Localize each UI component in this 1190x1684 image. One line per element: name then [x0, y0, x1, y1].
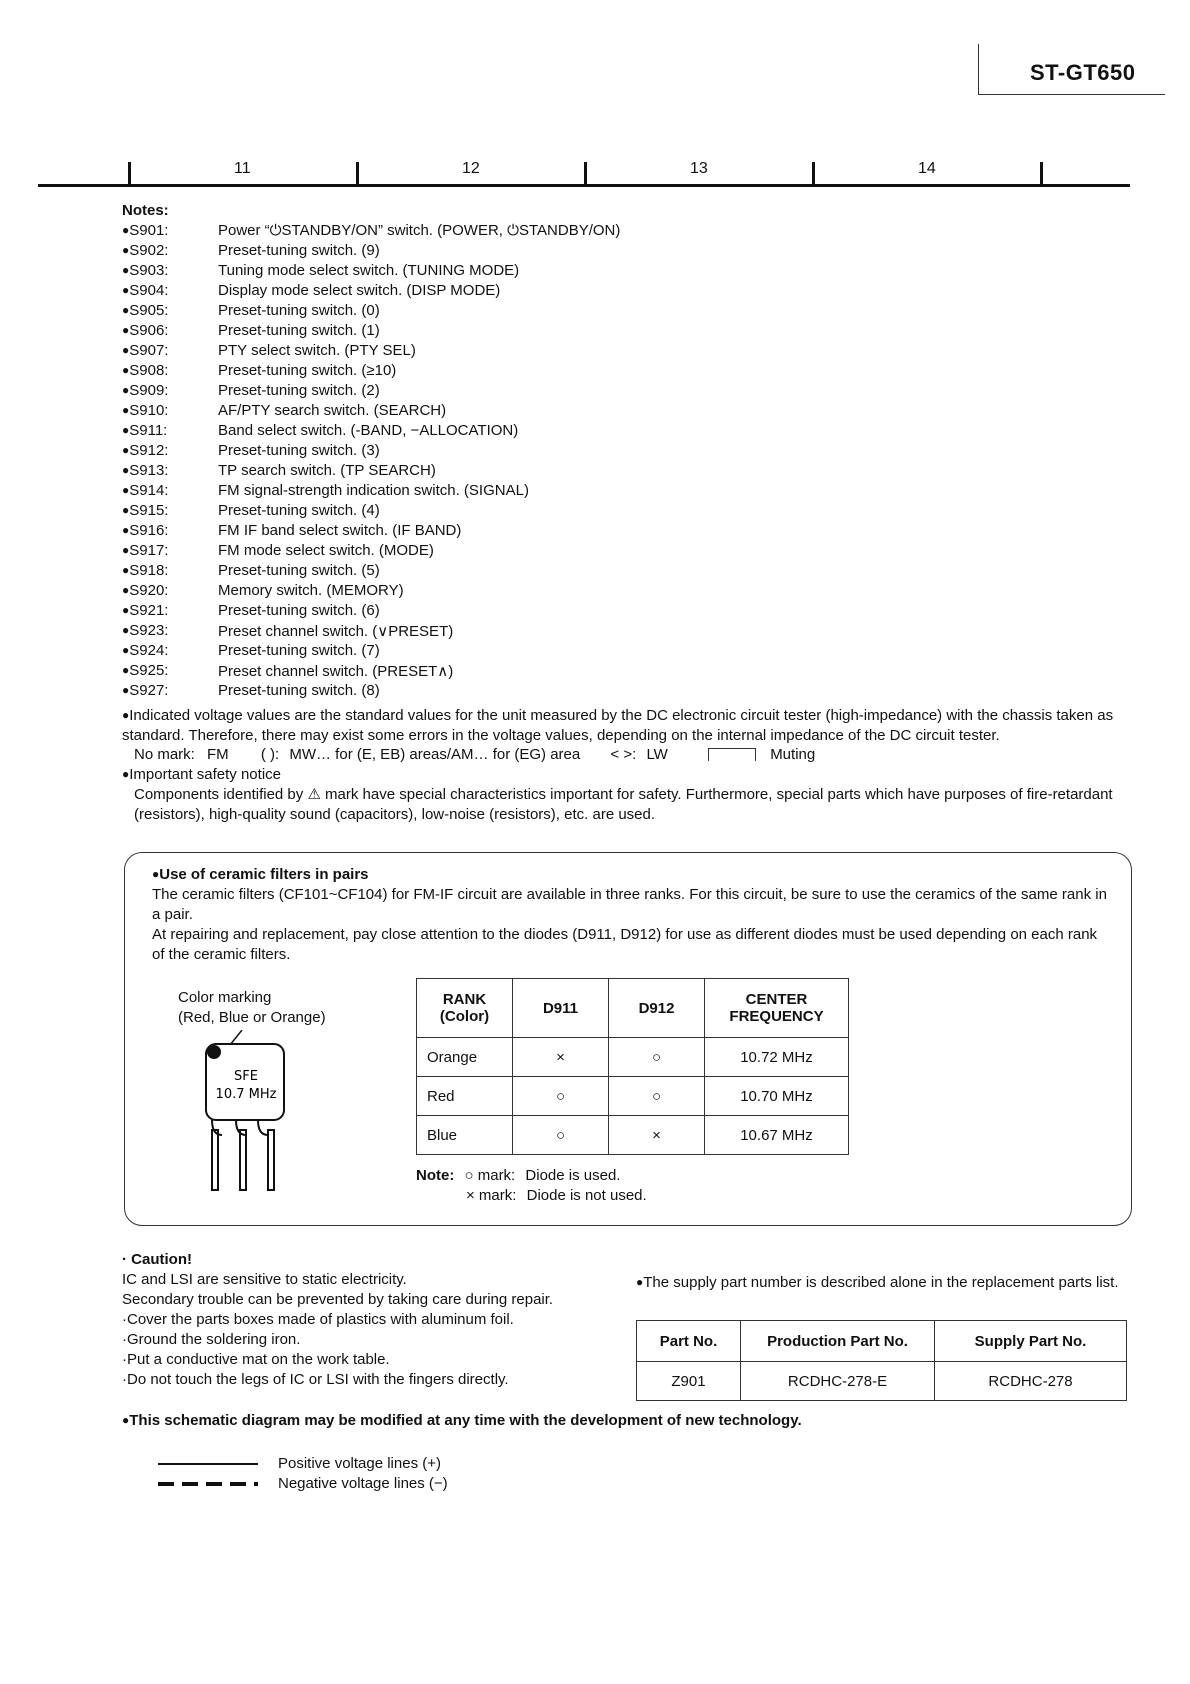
note-id-text: S923: [129, 622, 169, 639]
bullet-icon: ● [122, 403, 130, 417]
bullet-icon: ● [122, 423, 130, 437]
note-description: Preset-tuning switch. (2) [218, 382, 380, 399]
bullet-icon: ● [122, 263, 130, 277]
note-switch-id [122, 342, 218, 362]
note-item [122, 302, 620, 322]
d912-cell: ○ [609, 1038, 705, 1077]
header-d912: D912 [609, 979, 705, 1038]
note-id-text: S920: [129, 582, 169, 599]
table-row [417, 1116, 849, 1155]
bullet-icon: ● [122, 463, 130, 477]
note-description: PTY select switch. (PTY SEL) [218, 342, 416, 359]
note-description: Preset channel switch. (PRESET∧) [218, 663, 454, 680]
note-item [122, 682, 620, 702]
part-no-cell: Z901 [637, 1362, 741, 1401]
bullet-icon: ● [122, 1413, 130, 1427]
ceramic-paragraph-2: At repairing and replacement, pay close attention to the diodes (D911, D912) for use as different diodes must be used depending on each rank of the ceramic filters. [152, 926, 1098, 963]
fm-label: FM [207, 746, 229, 763]
solid-line-icon [158, 1459, 258, 1469]
parts-table [636, 1320, 1127, 1401]
supply-note [636, 1272, 1126, 1293]
color-marking-line-1: Color marking [178, 989, 272, 1006]
bullet-icon: ● [122, 483, 130, 497]
note-id-text: S909: [129, 382, 169, 399]
note-description: Preset-tuning switch. (≥10) [218, 362, 397, 379]
positive-lines-label: Positive voltage lines (+) [278, 1455, 441, 1472]
safety-text: Components identified by ⚠ mark have special characteristics important for safety. Furthermore, special parts which have purposes of fire-retardant (resistors), high-quality sound (capacitors), low-noise (resistors), etc. are used. [134, 786, 1113, 823]
caution-line-1: IC and LSI are sensitive to static electricity. [122, 1271, 407, 1288]
note-switch-id [122, 282, 218, 302]
note-item [122, 642, 620, 662]
caution-item: Cover the parts boxes made of plastics with aluminum foil. [127, 1311, 514, 1328]
note-description: Preset channel switch. (∨PRESET) [218, 623, 454, 640]
note-description: Memory switch. (MEMORY) [218, 582, 404, 599]
note-item [122, 582, 620, 602]
note-id-text: S907: [129, 342, 169, 359]
note-id-text: S918: [129, 562, 169, 579]
note-id-text: S903: [129, 262, 169, 279]
bullet-icon: ● [636, 1275, 644, 1289]
voltage-legend [134, 746, 815, 763]
schematic-note-text: This schematic diagram may be modified at any time with the development of new technology. [129, 1412, 802, 1429]
rank-cell: Red [417, 1077, 513, 1116]
diode-note [416, 1166, 647, 1206]
note-switch-id [122, 522, 218, 542]
table-row [637, 1362, 1127, 1401]
note-unused-mark: × mark: [466, 1187, 517, 1204]
note-item [122, 622, 620, 642]
d911-cell: ○ [513, 1077, 609, 1116]
paren-mark: ( ): [260, 746, 280, 763]
bullet-icon: ● [122, 363, 130, 377]
safety-heading: Important safety notice [129, 766, 281, 783]
note-switch-id [122, 402, 218, 422]
note-id-text: S927: [129, 682, 169, 699]
note-switch-id [122, 382, 218, 402]
voltage-text: Indicated voltage values are the standard values for the unit measured by the DC electronic circuit tester (high-impedance) with the chassis taken as standard. Therefore, there may exist some errors in the voltage values, depending on the internal impedance of the DC circuit tester. [122, 707, 1114, 744]
note-switch-id [122, 222, 218, 242]
bullet-icon: ● [122, 563, 130, 577]
caution-heading: Caution! [131, 1251, 192, 1268]
bullet-icon: ● [122, 443, 130, 457]
note-id-text: S913: [129, 462, 169, 479]
ruler-tick [1040, 162, 1043, 186]
header-d911: D911 [513, 979, 609, 1038]
bullet-icon: ● [122, 708, 130, 722]
caution-item: Do not touch the legs of IC or LSI with the fingers directly. [127, 1371, 509, 1388]
note-switch-id [122, 322, 218, 342]
bullet-icon: ● [122, 683, 130, 697]
note-id-text: S917: [129, 542, 169, 559]
ruler-tick [128, 162, 131, 186]
d911-cell: ○ [513, 1116, 609, 1155]
lw-mark: < >: [610, 746, 637, 763]
note-item [122, 382, 620, 402]
note-label: Note: [416, 1167, 455, 1184]
note-description: Preset-tuning switch. (6) [218, 602, 380, 619]
caution-item: Put a conductive mat on the work table. [127, 1351, 390, 1368]
note-switch-id [122, 662, 218, 682]
bullet-icon: ● [122, 503, 130, 517]
bullet-icon: ● [122, 623, 130, 637]
note-id-text: S916: [129, 522, 169, 539]
rank-cell: Orange [417, 1038, 513, 1077]
dashed-line-icon [158, 1479, 258, 1489]
note-id-text: S904: [129, 282, 169, 299]
note-description: Preset-tuning switch. (5) [218, 562, 380, 579]
bullet-icon: ● [122, 603, 130, 617]
d912-cell: × [609, 1116, 705, 1155]
caution-item: Ground the soldering iron. [127, 1331, 301, 1348]
header-supply-part-no: Supply Part No. [935, 1321, 1127, 1362]
d912-cell: ○ [609, 1077, 705, 1116]
header-production-part-no: Production Part No. [741, 1321, 935, 1362]
ruler-label: 12 [462, 160, 480, 177]
frequency-cell: 10.72 MHz [705, 1038, 849, 1077]
note-id-text: S906: [129, 322, 169, 339]
note-description: FM signal-strength indication switch. (SIGNAL) [218, 482, 529, 499]
ruler-label: 11 [234, 160, 251, 177]
note-item [122, 522, 620, 542]
table-row [417, 1077, 849, 1116]
note-used-text: Diode is used. [525, 1167, 621, 1184]
ruler-label: 13 [690, 160, 708, 177]
note-description: FM IF band select switch. (IF BAND) [218, 522, 462, 539]
note-switch-id [122, 642, 218, 662]
note-id-text: S921: [129, 602, 169, 619]
no-mark-label: No mark: [134, 746, 195, 763]
note-id-text: S908: [129, 362, 169, 379]
supply-text: The supply part number is described alone in the replacement parts list. [643, 1274, 1119, 1291]
frequency-cell: 10.67 MHz [705, 1116, 849, 1155]
note-switch-id [122, 622, 218, 642]
note-switch-id [122, 462, 218, 482]
note-switch-id [122, 442, 218, 462]
note-item [122, 282, 620, 302]
d911-cell: × [513, 1038, 609, 1077]
ruler-tick [812, 162, 815, 186]
bullet-icon: ● [122, 323, 130, 337]
note-switch-id [122, 542, 218, 562]
note-switch-id [122, 242, 218, 262]
note-item [122, 222, 620, 242]
note-id-text: S914: [129, 482, 169, 499]
bullet-icon: ● [122, 243, 130, 257]
note-switch-id [122, 362, 218, 382]
note-item [122, 242, 620, 262]
note-switch-id [122, 562, 218, 582]
note-id-text: S905: [129, 302, 169, 319]
caution-line-2: Secondary trouble can be prevented by taking care during repair. [122, 1291, 554, 1308]
header-part-no: Part No. [637, 1321, 741, 1362]
note-unused-text: Diode is not used. [526, 1187, 647, 1204]
note-item [122, 482, 620, 502]
note-description: TP search switch. (TP SEARCH) [218, 462, 436, 479]
note-item [122, 342, 620, 362]
note-id-text: S915: [129, 502, 169, 519]
note-switch-id [122, 682, 218, 702]
lines-legend [158, 1454, 448, 1494]
note-item [122, 322, 620, 342]
parts-table-header [637, 1321, 1127, 1362]
bullet-icon: ● [122, 283, 130, 297]
ruler-line [38, 184, 1130, 187]
filter-label-2: 10.7 MHz [215, 1087, 277, 1102]
color-marking-label [178, 988, 326, 1028]
note-description: Preset-tuning switch. (1) [218, 322, 380, 339]
note-switch-id [122, 502, 218, 522]
note-id-text: S901: [129, 222, 169, 239]
mw-label: MW… for (E, EB) areas/AM… for (EG) area [289, 746, 581, 763]
bullet-icon: ● [122, 663, 130, 677]
note-item [122, 422, 620, 442]
note-id-text: S911: [129, 422, 168, 439]
note-description: Tuning mode select switch. (TUNING MODE) [218, 262, 520, 279]
table-row [417, 1038, 849, 1077]
ceramic-filter-icon [200, 1030, 300, 1200]
note-switch-id [122, 302, 218, 322]
note-description: Preset-tuning switch. (9) [218, 242, 380, 259]
note-description: Preset-tuning switch. (3) [218, 442, 380, 459]
note-item [122, 402, 620, 422]
note-id-text: S912: [129, 442, 169, 459]
note-item [122, 562, 620, 582]
safety-notice [122, 764, 1132, 825]
color-marking-line-2: (Red, Blue or Orange) [178, 1009, 326, 1026]
notes-section [122, 202, 620, 702]
filter-label-1: SFE [234, 1069, 258, 1084]
ruler-label: 14 [918, 160, 936, 177]
note-item [122, 542, 620, 562]
bullet-icon: ● [122, 767, 130, 781]
bullet-icon: ● [122, 583, 130, 597]
voltage-note [122, 705, 1132, 746]
notes-list [122, 222, 620, 702]
note-switch-id [122, 262, 218, 282]
note-id-text: S924: [129, 642, 169, 659]
bullet-icon: ● [122, 223, 130, 237]
note-description: Preset-tuning switch. (7) [218, 642, 380, 659]
ceramic-heading: Use of ceramic filters in pairs [159, 866, 369, 883]
note-id-text: S925: [129, 662, 169, 679]
supply-part-cell: RCDHC-278 [935, 1362, 1127, 1401]
note-item [122, 502, 620, 522]
frequency-cell: 10.70 MHz [705, 1077, 849, 1116]
bullet-icon: ● [122, 643, 130, 657]
note-item [122, 602, 620, 622]
note-item [122, 662, 620, 682]
notes-heading: Notes: [122, 202, 169, 219]
note-id-text: S902: [129, 242, 169, 259]
rank-table [416, 978, 849, 1155]
note-item [122, 462, 620, 482]
note-description: Display mode select switch. (DISP MODE) [218, 282, 501, 299]
header-rank: RANK (Color) [417, 979, 513, 1038]
note-id-text: S910: [129, 402, 169, 419]
caution-section: · Caution! IC and LSI are sensitive to static electricity. Secondary trouble can be prevented by taking care during repair. ·Cover the parts boxes made of plastics with aluminum foil. ·Ground the soldering iron. ·Put a conductive mat on the work table. ·Do not touch the legs of IC or LSI with the fingers directly. [122, 1251, 554, 1388]
grid-ruler [38, 148, 1130, 188]
bullet-icon: ● [152, 867, 160, 881]
note-description: FM mode select switch. (MODE) [218, 542, 434, 559]
note-switch-id [122, 582, 218, 602]
rank-table-header [417, 979, 849, 1038]
ruler-tick [584, 162, 587, 186]
schematic-note [122, 1412, 802, 1429]
ruler-tick [356, 162, 359, 186]
note-item [122, 262, 620, 282]
bullet-icon: ● [122, 343, 130, 357]
muting-box-icon [708, 748, 756, 761]
ceramic-filter-text [152, 864, 1112, 965]
note-description: Preset-tuning switch. (0) [218, 302, 380, 319]
note-item [122, 362, 620, 382]
note-description: Preset-tuning switch. (4) [218, 502, 380, 519]
model-title: ST-GT650 [1030, 60, 1136, 85]
rank-cell: Blue [417, 1116, 513, 1155]
note-item [122, 442, 620, 462]
note-used-mark: ○ mark: [464, 1167, 516, 1184]
production-part-cell: RCDHC-278-E [741, 1362, 935, 1401]
note-description: Band select switch. (-BAND, −ALLOCATION) [218, 422, 519, 439]
bullet-icon: ● [122, 303, 130, 317]
note-switch-id [122, 482, 218, 502]
note-switch-id [122, 422, 218, 442]
ceramic-paragraph-1: The ceramic filters (CF101~CF104) for FM-IF circuit are available in three ranks. For this circuit, be sure to use the ceramics of the same rank in a pair. [152, 886, 1107, 923]
note-description: Preset-tuning switch. (8) [218, 682, 380, 699]
lw-label: LW [646, 746, 668, 763]
negative-lines-label: Negative voltage lines (−) [278, 1475, 448, 1492]
bullet-icon: ● [122, 383, 130, 397]
header-center-frequency: CENTER FREQUENCY [705, 979, 849, 1038]
bullet-icon: ● [122, 543, 130, 557]
note-switch-id [122, 602, 218, 622]
note-description: Power “⏻STANDBY/ON” switch. (POWER, ⏻STANDBY/ON) [218, 222, 621, 239]
muting-label: Muting [770, 746, 816, 763]
note-description: AF/PTY search switch. (SEARCH) [218, 402, 447, 419]
bullet-icon: ● [122, 523, 130, 537]
